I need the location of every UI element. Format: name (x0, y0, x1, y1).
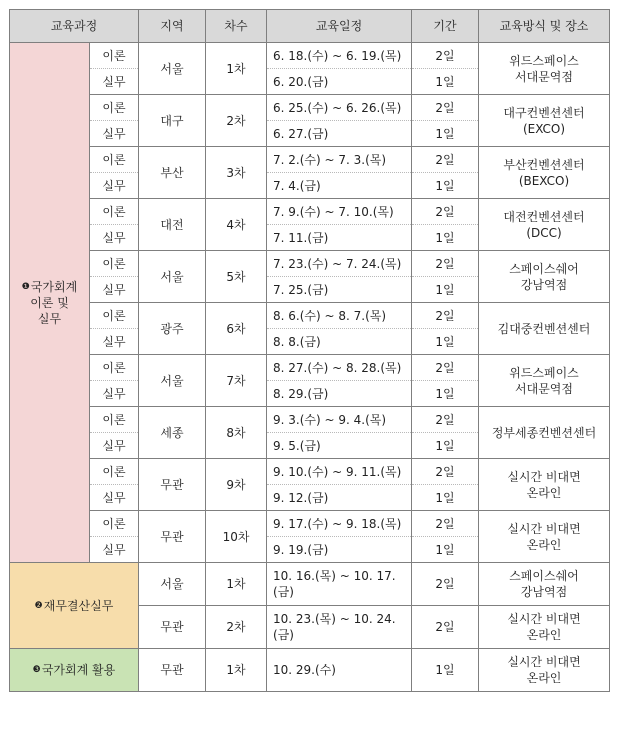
place-line: (BEXCO) (518, 173, 570, 188)
period-practice: 1일 (412, 485, 479, 511)
course-number: ❸ (32, 665, 41, 675)
schedule-theory: 9. 17.(수) ~ 9. 18.(목) (267, 511, 412, 537)
round-cell: 7차 (206, 355, 267, 407)
sub-type-practice: 실무 (90, 225, 139, 251)
period-theory: 2일 (412, 251, 479, 277)
sub-type-theory: 이론 (90, 511, 139, 537)
sub-type-theory: 이론 (90, 147, 139, 173)
table-row (10, 407, 610, 433)
period-practice: 1일 (412, 537, 479, 563)
place-cell (479, 251, 610, 303)
table-row (10, 199, 610, 225)
sub-type-theory: 이론 (90, 199, 139, 225)
sub-type-theory: 이론 (90, 355, 139, 381)
region-cell: 부산 (139, 147, 206, 199)
schedule-cell: 10. 16.(목) ~ 10. 17.(금) (267, 563, 412, 606)
sub-type-practice: 실무 (90, 173, 139, 199)
region-cell: 무관 (139, 511, 206, 563)
round-cell: 1차 (206, 43, 267, 95)
course-number: ❷ (34, 600, 43, 611)
header-round: 차수 (206, 10, 267, 43)
sub-type-theory: 이론 (90, 407, 139, 433)
round-cell: 1차 (206, 649, 267, 692)
region-cell: 무관 (139, 459, 206, 511)
place-cell (479, 147, 610, 199)
region-cell: 서울 (139, 355, 206, 407)
place-line: 온라인 (526, 537, 562, 552)
header-course: 교육과정 (10, 10, 139, 43)
place-line: 부산컨벤션센터 (503, 157, 585, 172)
region-cell: 대전 (139, 199, 206, 251)
period-theory: 2일 (412, 95, 479, 121)
place-line: 김대중컨벤션센터 (497, 321, 591, 336)
education-schedule-table (9, 9, 610, 692)
place-line: 서대문역점 (515, 381, 573, 396)
schedule-practice: 9. 5.(금) (267, 433, 412, 459)
schedule-practice: 7. 25.(금) (267, 277, 412, 303)
schedule-theory: 8. 27.(수) ~ 8. 28.(목) (267, 355, 412, 381)
header-method-place: 교육방식 및 장소 (479, 10, 610, 43)
sub-type-practice: 실무 (90, 537, 139, 563)
sub-type-practice: 실무 (90, 329, 139, 355)
table-row (10, 355, 610, 381)
place-cell (479, 43, 610, 95)
round-cell: 5차 (206, 251, 267, 303)
region-cell: 무관 (139, 649, 206, 692)
course-name-line: 실무 (37, 311, 62, 326)
period-theory: 2일 (412, 199, 479, 225)
sub-type-practice: 실무 (90, 381, 139, 407)
period-cell: 2일 (412, 563, 479, 606)
place-cell (479, 199, 610, 251)
schedule-theory: 6. 25.(수) ~ 6. 26.(목) (267, 95, 412, 121)
place-cell (479, 563, 610, 606)
place-line: 대구컨벤션센터 (503, 105, 585, 120)
round-cell: 4차 (206, 199, 267, 251)
place-cell (479, 606, 610, 649)
place-line: 실시간 비대면 (507, 655, 581, 669)
round-cell: 2차 (206, 95, 267, 147)
sub-type-theory: 이론 (90, 303, 139, 329)
schedule-theory: 7. 9.(수) ~ 7. 10.(목) (267, 199, 412, 225)
period-theory: 2일 (412, 147, 479, 173)
round-cell: 8차 (206, 407, 267, 459)
place-line: (DCC) (526, 225, 562, 240)
course-name-cell (10, 563, 139, 649)
place-line: 위드스페이스 (509, 53, 579, 68)
round-cell: 6차 (206, 303, 267, 355)
sub-type-theory: 이론 (90, 43, 139, 69)
round-cell: 3차 (206, 147, 267, 199)
period-practice: 1일 (412, 173, 479, 199)
region-cell: 대구 (139, 95, 206, 147)
schedule-practice: 7. 11.(금) (267, 225, 412, 251)
place-line: 실시간 비대면 (507, 469, 581, 484)
place-line: 실시간 비대면 (507, 521, 581, 536)
table-row (10, 459, 610, 485)
table-row (10, 43, 610, 69)
region-cell: 서울 (139, 563, 206, 606)
place-cell (479, 511, 610, 563)
place-line: (EXCO) (522, 121, 566, 136)
place-line: 온라인 (526, 671, 562, 685)
period-theory: 2일 (412, 43, 479, 69)
course-name-cell (10, 649, 139, 692)
table-row (10, 511, 610, 537)
region-cell: 세종 (139, 407, 206, 459)
place-line: 위드스페이스 (509, 365, 579, 380)
schedule-cell: 10. 23.(목) ~ 10. 24.(금) (267, 606, 412, 649)
place-cell (479, 303, 610, 355)
table-row (10, 563, 610, 606)
schedule-theory: 6. 18.(수) ~ 6. 19.(목) (267, 43, 412, 69)
schedule-theory: 7. 23.(수) ~ 7. 24.(목) (267, 251, 412, 277)
course-name-line (10, 279, 89, 295)
schedule-practice: 6. 20.(금) (267, 69, 412, 95)
round-cell: 9차 (206, 459, 267, 511)
table-row (10, 649, 610, 692)
header-row (10, 10, 610, 43)
sub-type-practice: 실무 (90, 433, 139, 459)
table-row (10, 303, 610, 329)
schedule-theory: 9. 3.(수) ~ 9. 4.(목) (267, 407, 412, 433)
period-practice: 1일 (412, 121, 479, 147)
period-theory: 2일 (412, 459, 479, 485)
place-line: 스페이스쉐어 (509, 261, 579, 276)
region-cell: 광주 (139, 303, 206, 355)
course-name-text: 재무결산실무 (43, 598, 114, 613)
table-row (10, 251, 610, 277)
period-practice: 1일 (412, 433, 479, 459)
period-theory: 2일 (412, 511, 479, 537)
schedule-practice: 9. 12.(금) (267, 485, 412, 511)
period-cell: 1일 (412, 649, 479, 692)
period-practice: 1일 (412, 329, 479, 355)
place-line: 강남역점 (520, 277, 568, 292)
place-line: 온라인 (526, 485, 562, 500)
schedule-theory: 7. 2.(수) ~ 7. 3.(목) (267, 147, 412, 173)
schedule-theory: 8. 6.(수) ~ 8. 7.(목) (267, 303, 412, 329)
sub-type-practice: 실무 (90, 485, 139, 511)
place-cell (479, 459, 610, 511)
place-cell (479, 95, 610, 147)
header-schedule: 교육일정 (267, 10, 412, 43)
place-line: 스페이스쉐어 (509, 569, 579, 583)
place-line: 정부세종컨벤션센터 (491, 425, 597, 440)
place-cell (479, 649, 610, 692)
period-theory: 2일 (412, 355, 479, 381)
sub-type-practice: 실무 (90, 69, 139, 95)
course-name-line: 이론 및 (30, 295, 69, 310)
course-name-text: 국가회계 활용 (41, 663, 116, 677)
place-line: 실시간 비대면 (507, 612, 581, 626)
course-name-text: 국가회계 (30, 279, 78, 294)
sub-type-theory: 이론 (90, 459, 139, 485)
sub-type-theory: 이론 (90, 251, 139, 277)
table-row (10, 147, 610, 173)
table-row (10, 95, 610, 121)
schedule-practice: 9. 19.(금) (267, 537, 412, 563)
region-cell: 서울 (139, 251, 206, 303)
period-theory: 2일 (412, 303, 479, 329)
sub-type-practice: 실무 (90, 277, 139, 303)
course-number: ❶ (21, 281, 30, 292)
schedule-practice: 7. 4.(금) (267, 173, 412, 199)
header-region: 지역 (139, 10, 206, 43)
region-cell: 서울 (139, 43, 206, 95)
round-cell: 10차 (206, 511, 267, 563)
course-name-cell (10, 43, 90, 563)
schedule-practice: 8. 29.(금) (267, 381, 412, 407)
period-practice: 1일 (412, 277, 479, 303)
schedule-theory: 9. 10.(수) ~ 9. 11.(목) (267, 459, 412, 485)
period-practice: 1일 (412, 69, 479, 95)
period-theory: 2일 (412, 407, 479, 433)
sub-type-practice: 실무 (90, 121, 139, 147)
header-period: 기간 (412, 10, 479, 43)
schedule-practice: 8. 8.(금) (267, 329, 412, 355)
place-line: 서대문역점 (515, 69, 573, 84)
place-cell (479, 407, 610, 459)
sub-type-theory: 이론 (90, 95, 139, 121)
period-practice: 1일 (412, 225, 479, 251)
place-line: 온라인 (526, 628, 562, 642)
period-practice: 1일 (412, 381, 479, 407)
place-line: 대전컨벤션센터 (503, 209, 585, 224)
schedule-cell: 10. 29.(수) (267, 649, 412, 692)
place-cell (479, 355, 610, 407)
region-cell: 무관 (139, 606, 206, 649)
round-cell: 2차 (206, 606, 267, 649)
schedule-practice: 6. 27.(금) (267, 121, 412, 147)
period-cell: 2일 (412, 606, 479, 649)
place-line: 강남역점 (520, 585, 568, 599)
round-cell: 1차 (206, 563, 267, 606)
